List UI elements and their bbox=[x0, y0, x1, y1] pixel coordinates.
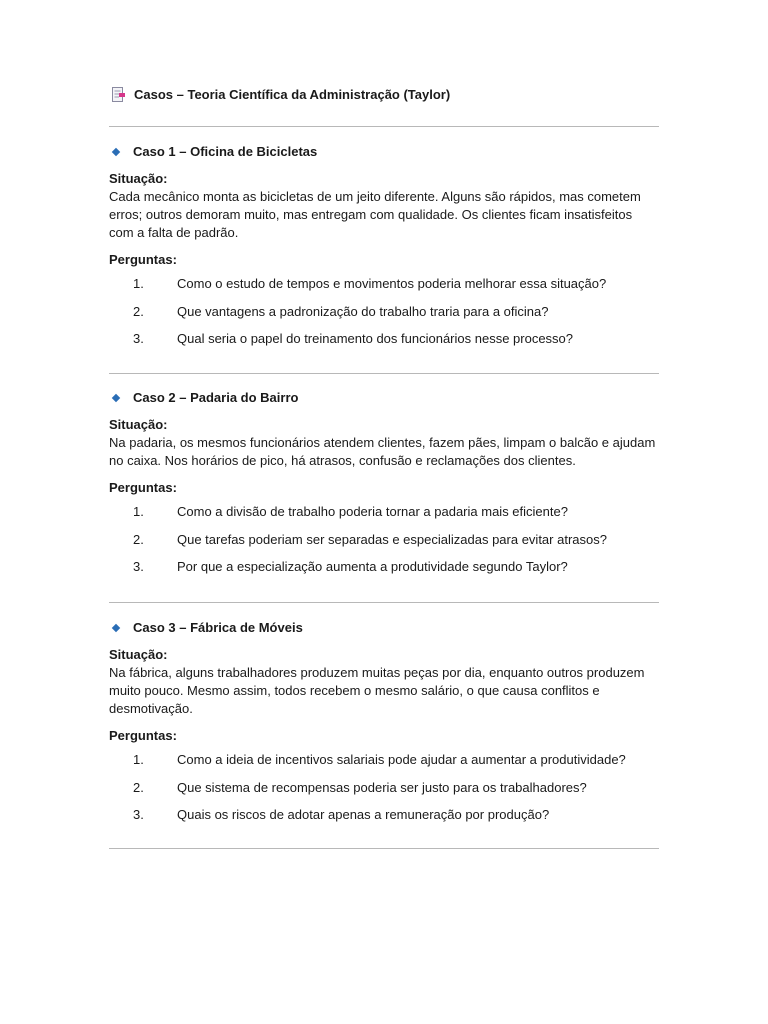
questions-list bbox=[109, 751, 659, 824]
case-heading bbox=[113, 619, 659, 637]
question-text: Como a divisão de trabalho poderia tornar a padaria mais eficiente? bbox=[177, 504, 568, 519]
question-text: Quais os riscos de adotar apenas a remuneração por produção? bbox=[177, 807, 550, 822]
question-text: Por que a especialização aumenta a produtividade segundo Taylor? bbox=[177, 559, 568, 574]
situation-block bbox=[109, 170, 659, 242]
question-text: Como o estudo de tempos e movimentos poderia melhorar essa situação? bbox=[177, 276, 607, 291]
question-number: 1. bbox=[133, 504, 144, 519]
situation-text: Na fábrica, alguns trabalhadores produzem muitas peças por dia, enquanto outros produzem muito pouco. Mesmo assim, todos recebem o mesmo salário, o que causa conflitos e desmotivação. bbox=[109, 665, 645, 716]
diamond-bullet-icon bbox=[112, 624, 120, 632]
question-item bbox=[109, 779, 659, 797]
case-heading bbox=[113, 143, 659, 161]
question-item bbox=[109, 330, 659, 348]
diamond-bullet-icon bbox=[112, 148, 120, 156]
case-section bbox=[109, 619, 659, 834]
question-number: 1. bbox=[133, 276, 144, 291]
divider bbox=[109, 848, 659, 849]
divider bbox=[109, 373, 659, 374]
question-item bbox=[109, 503, 659, 521]
document-icon bbox=[111, 87, 126, 103]
question-number: 3. bbox=[133, 559, 144, 574]
case-title: Caso 1 – Oficina de Bicicletas bbox=[133, 144, 318, 159]
question-item bbox=[109, 806, 659, 824]
question-text: Que sistema de recompensas poderia ser justo para os trabalhadores? bbox=[177, 779, 587, 795]
question-text: Qual seria o papel do treinamento dos funcionários nesse processo? bbox=[177, 331, 574, 346]
questions-label: Perguntas: bbox=[109, 480, 177, 495]
situation-block bbox=[109, 416, 659, 470]
situation-label: Situação: bbox=[109, 647, 168, 662]
question-item bbox=[109, 275, 659, 293]
situation-label: Situação: bbox=[109, 171, 168, 186]
question-number: 3. bbox=[133, 331, 144, 346]
situation-text: Cada mecânico monta as bicicletas de um jeito diferente. Alguns são rápidos, mas cometem erros; outros demoram muito, mas entregam com qualidade. Os clientes ficam insatisfeitos com a falta de padrão. bbox=[109, 189, 641, 240]
case-title: Caso 2 – Padaria do Bairro bbox=[133, 390, 299, 405]
situation-block bbox=[109, 646, 659, 718]
question-item bbox=[109, 558, 659, 576]
question-item bbox=[109, 303, 659, 321]
document-title bbox=[111, 86, 671, 104]
situation-label: Situação: bbox=[109, 417, 168, 432]
questions-list bbox=[109, 275, 659, 348]
question-number: 1. bbox=[133, 752, 144, 767]
question-item bbox=[109, 531, 659, 549]
question-number: 2. bbox=[133, 779, 144, 795]
questions-label: Perguntas: bbox=[109, 252, 177, 267]
question-text: Como a ideia de incentivos salariais pode ajudar a aumentar a produtividade? bbox=[177, 752, 626, 767]
case-section bbox=[109, 143, 659, 358]
situation-text: Na padaria, os mesmos funcionários atendem clientes, fazem pães, limpam o balcão e ajudam no caixa. Nos horários de pico, há atrasos, confusão e reclamações dos clientes. bbox=[109, 435, 656, 468]
question-item bbox=[109, 751, 659, 769]
question-number: 2. bbox=[133, 531, 144, 547]
question-text: Que tarefas poderiam ser separadas e especializadas para evitar atrasos? bbox=[177, 531, 607, 547]
question-text: Que vantagens a padronização do trabalho traria para a oficina? bbox=[177, 303, 549, 319]
case-heading bbox=[113, 389, 659, 407]
questions-label: Perguntas: bbox=[109, 728, 177, 743]
question-number: 3. bbox=[133, 807, 144, 822]
question-number: 2. bbox=[133, 303, 144, 319]
divider bbox=[109, 126, 659, 127]
diamond-bullet-icon bbox=[112, 394, 120, 402]
case-title: Caso 3 – Fábrica de Móveis bbox=[133, 620, 303, 635]
questions-list bbox=[109, 503, 659, 576]
document-title-text: Casos – Teoria Científica da Administração (Taylor) bbox=[134, 87, 451, 102]
case-section bbox=[109, 389, 659, 586]
divider bbox=[109, 602, 659, 603]
